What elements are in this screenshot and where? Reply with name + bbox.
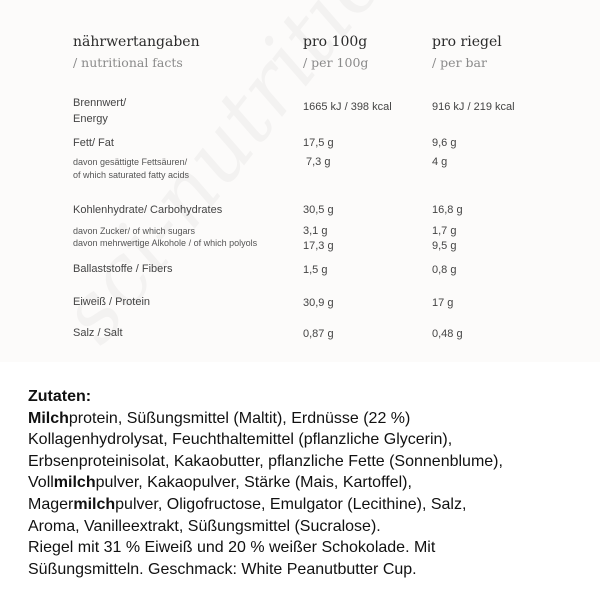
row-label: Kohlenhydrate/ Carbohydrates [73, 204, 223, 216]
row-label: davon Zucker/ of which sugars [73, 226, 196, 236]
row-value-100g: 0,87 g [303, 328, 334, 340]
header-col2: pro riegel [432, 34, 502, 50]
ingredients-line: Riegel mit 31 % Eiweiß und 20 % weißer Schokolade. Mit [28, 539, 436, 557]
row-value-bar: 916 kJ / 219 kcal [432, 101, 515, 113]
row-label: Ballaststoffe / Fibers [73, 263, 173, 275]
ingredients-line: Milchprotein, Süßungsmittel (Maltit), Erdnüsse (22 %) [28, 409, 411, 427]
header-col1-sub: / per 100g [303, 55, 369, 70]
header-title: nährwertangaben [73, 34, 200, 50]
row-label: davon mehrwertige Alkohole / of which polyols [73, 238, 258, 248]
ingredients [28, 386, 588, 580]
ingredients-line: Aroma, Vanilleextrakt, Süßungsmittel (Sucralose). [28, 517, 381, 535]
row-value-100g: 1,5 g [303, 264, 328, 276]
ingredients-line: Magermilchpulver, Oligofructose, Emulgator (Lecithine), Salz, [28, 495, 467, 513]
row-value-100g: 30,5 g [303, 204, 334, 216]
row-value-100g: 17,3 g [303, 240, 334, 252]
row-value-100g: 30,9 g [303, 297, 334, 309]
row-label: davon gesättigte Fettsäuren/ of which saturated fatty acids [73, 157, 190, 180]
ingredients-title: Zutaten: [28, 388, 92, 405]
row-value-bar: 9,5 g [432, 240, 457, 252]
row-value-bar: 17 g [432, 297, 454, 309]
row-value-bar: 16,8 g [432, 204, 463, 216]
row-value-bar: 0,48 g [432, 328, 463, 340]
ingredients-line: Vollmilchpulver, Kakaopulver, Stärke (Mais, Kartoffel), [28, 474, 412, 492]
header-col1: pro 100g [303, 34, 368, 50]
row-label: Eiweiß / Protein [73, 296, 151, 308]
header-col2-sub: / per bar [432, 55, 487, 70]
row-label: Brennwert/ Energy [73, 97, 127, 125]
ingredients-line: Kollagenhydrolysat, Feuchthaltemittel (pflanzliche Glycerin), [28, 431, 453, 449]
row-value-bar: 4 g [432, 156, 448, 168]
row-value-100g: 7,3 g [306, 156, 331, 168]
row-value-100g: 17,5 g [303, 137, 334, 149]
row-label: Fett/ Fat [73, 137, 114, 149]
ingredients-line: Süßungsmitteln. Geschmack: White Peanutbutter Cup. [28, 560, 417, 578]
row-value-100g: 3,1 g [303, 225, 328, 237]
row-value-100g: 1665 kJ / 398 kcal [303, 101, 392, 113]
row-value-bar: 1,7 g [432, 225, 457, 237]
header-title-sub: / nutritional facts [73, 55, 183, 70]
row-value-bar: 0,8 g [432, 264, 457, 276]
row-value-bar: 9,6 g [432, 137, 457, 149]
ingredients-line: Erbsenproteinisolat, Kakaobutter, pflanzliche Fette (Sonnenblume), [28, 452, 503, 470]
row-label: Salz / Salt [73, 327, 123, 339]
